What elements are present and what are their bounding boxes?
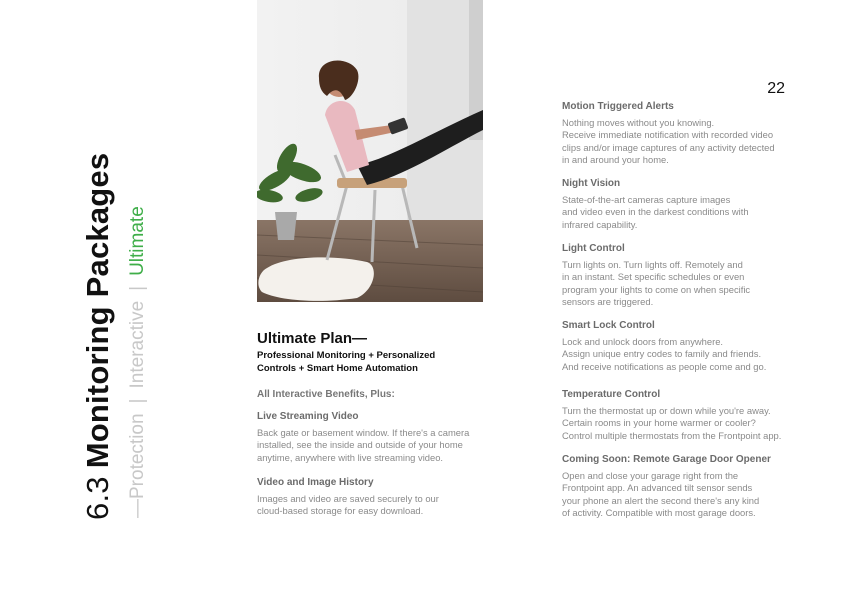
- tier-protection: —Protection: [127, 413, 148, 518]
- feature-smart-lock: [562, 320, 794, 373]
- feature-description: [562, 336, 794, 373]
- woman-with-tablet-illustration: [257, 0, 483, 302]
- section-title-text: Monitoring Packages: [80, 152, 115, 469]
- feature-description: [562, 259, 794, 308]
- plan-subtitle: [257, 350, 487, 375]
- feature-line: Assign unique entry codes to family and friends.: [562, 348, 762, 360]
- feature-line: Turn lights on. Turn lights off. Remotely and: [562, 259, 743, 270]
- feature-night-vision: [562, 178, 794, 231]
- feature-title: Coming Soon: Remote Garage Door Opener: [562, 454, 771, 465]
- feature-line: infrared capability.: [562, 218, 638, 230]
- feature-title: Video and Image History: [257, 477, 374, 488]
- page-number: 22: [767, 80, 785, 97]
- feature-temperature-control: [562, 389, 794, 442]
- feature-garage-door: [562, 454, 794, 519]
- feature-line: anytime, anywhere with live streaming video.: [257, 451, 444, 463]
- feature-title: Night Vision: [562, 178, 621, 189]
- feature-title: Temperature Control: [562, 389, 661, 400]
- feature-line: Certain rooms in your home warmer or cooler?: [562, 417, 756, 429]
- package-tiers: [127, 206, 149, 518]
- feature-line: Receive immediate notification with recorded video: [562, 129, 774, 141]
- tier-separator: |: [127, 398, 148, 404]
- feature-line: State-of-the-art cameras capture images: [562, 194, 731, 205]
- feature-description: [562, 194, 794, 231]
- feature-line: Turn the thermostat up or down while you're away.: [562, 405, 771, 416]
- plan-heading: [257, 330, 487, 400]
- lifestyle-photo: [257, 0, 483, 302]
- tier-interactive: Interactive: [127, 300, 148, 389]
- section-number: 6.3: [80, 476, 115, 520]
- feature-light-control: [562, 243, 794, 308]
- feature-title: Motion Triggered Alerts: [562, 101, 674, 112]
- feature-line: installed, see the inside and outside of your home: [257, 439, 463, 451]
- feature-video-image-history: [257, 477, 489, 518]
- feature-line: in and around your home.: [562, 153, 669, 165]
- feature-line: And receive notifications as people come and go.: [562, 360, 767, 372]
- feature-title: Live Streaming Video: [257, 411, 359, 422]
- feature-line: sensors are triggered.: [562, 295, 654, 307]
- feature-line: Frontpoint app. An advanced tilt sensor sends: [562, 482, 753, 494]
- feature-line: and video even in the darkest conditions with: [562, 206, 749, 218]
- plan-title: Ultimate Plan—: [257, 330, 368, 347]
- feature-description: [562, 117, 794, 166]
- feature-line: of activity. Compatible with most garage doors.: [562, 506, 756, 518]
- feature-description: [257, 493, 489, 518]
- feature-line: clips and/or image captures of any activity detected: [562, 141, 775, 153]
- feature-line: Lock and unlock doors from anywhere.: [562, 336, 724, 347]
- tier-separator: |: [127, 285, 148, 291]
- feature-title: Light Control: [562, 243, 625, 254]
- feature-description: [562, 405, 794, 442]
- tier-ultimate: Ultimate: [127, 206, 148, 276]
- feature-description: [562, 470, 794, 519]
- feature-title: Smart Lock Control: [562, 320, 655, 331]
- feature-description: [257, 427, 489, 464]
- feature-line: your phone an alert the second there's any kind: [562, 494, 760, 506]
- feature-line: Images and video are saved securely to our: [257, 493, 439, 504]
- feature-line: in an instant. Set specific schedules or even: [562, 271, 745, 283]
- feature-line: program your lights to come on when specific: [562, 283, 751, 295]
- feature-motion-alerts: [562, 101, 794, 166]
- plan-subtitle-line: Controls + Smart Home Automation: [257, 362, 418, 374]
- benefits-intro: All Interactive Benefits, Plus:: [257, 389, 395, 400]
- feature-line: Open and close your garage right from the: [562, 470, 739, 481]
- feature-live-streaming-video: [257, 411, 489, 464]
- section-title: [80, 153, 116, 520]
- feature-line: cloud-based storage for easy download.: [257, 505, 424, 517]
- feature-line: Back gate or basement window. If there's a camera: [257, 427, 470, 438]
- plan-subtitle-line: Professional Monitoring + Personalized: [257, 350, 436, 361]
- feature-line: Nothing moves without you knowing.: [562, 117, 715, 128]
- feature-line: Control multiple thermostats from the Frontpoint app.: [562, 429, 782, 441]
